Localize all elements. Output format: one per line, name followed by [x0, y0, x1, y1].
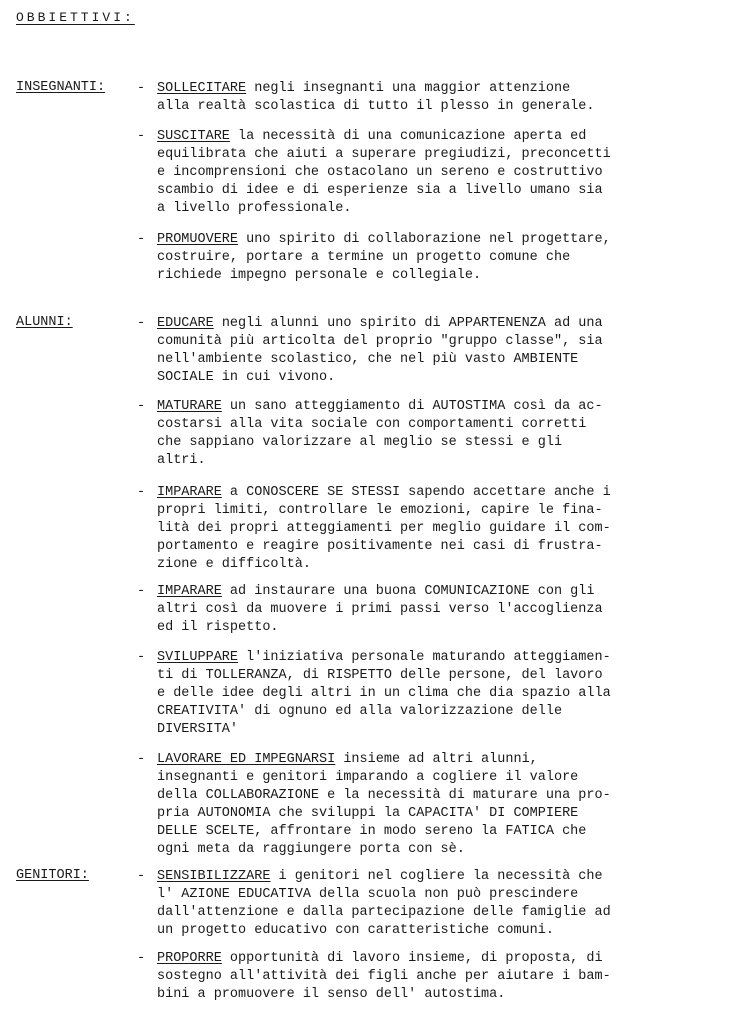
bullet-dash: -	[137, 650, 146, 665]
bullet-dash: -	[137, 752, 146, 767]
objective-text	[157, 751, 733, 859]
objective-verb: SVILUPPARE	[157, 650, 239, 665]
objective-text	[157, 398, 733, 470]
bullet-dash: -	[137, 129, 146, 144]
objective-text	[157, 868, 733, 940]
objective-item	[137, 649, 737, 739]
section-label-insegnanti: INSEGNANTI:	[16, 80, 106, 95]
objective-verb: EDUCARE	[157, 316, 214, 331]
objective-text	[157, 80, 733, 116]
objective-verb: IMPARARE	[157, 584, 222, 599]
bullet-dash: -	[137, 869, 146, 884]
objective-verb: SOLLECITARE	[157, 81, 247, 96]
objective-verb: SUSCITARE	[157, 129, 230, 144]
bullet-dash: -	[137, 81, 146, 96]
objective-verb: SENSIBILIZZARE	[157, 869, 271, 884]
objective-body: i genitori nel cogliere la necessità che l' AZIONE EDUCATIVA della scuola non può prescindere dall'attenzione e dalla partecipazione delle famiglie ad un progetto educativo con caratteristiche comuni.	[157, 869, 611, 938]
objective-item	[137, 751, 737, 859]
objective-body: uno spirito di collaborazione nel progettare, costruire, portare a termine un progetto comune che richiede impegno personale e collegiale.	[157, 232, 611, 283]
objective-text	[157, 583, 733, 637]
objective-verb: MATURARE	[157, 399, 222, 414]
page-title: OBBIETTIVI:	[16, 10, 135, 25]
objective-body: negli insegnanti una maggior attenzione alla realtà scolastica di tutto il plesso in generale.	[157, 81, 595, 114]
objective-text	[157, 315, 733, 387]
objective-item	[137, 868, 737, 940]
objective-body: a CONOSCERE SE STESSI sapendo accettare anche i propri limiti, controllare le emozioni, capire le fina- lità dei propri atteggiamenti per meglio guidare il com- portamento e reagire positivamente nei casi di frustra- zione e difficoltà.	[157, 485, 611, 572]
bullet-dash: -	[137, 232, 146, 247]
objective-body: insieme ad altri alunni, insegnanti e genitori imparando a cogliere il valore della COLLABORAZIONE e la necessità di maturare una pro- pria AUTONOMIA che sviluppi la CAPACITA' DI COMPIERE DELLE SCELTE, affrontare in modo sereno la FATICA che ogni meta da raggiungere porta con sè.	[157, 752, 611, 857]
bullet-dash: -	[137, 399, 146, 414]
objective-item	[137, 484, 737, 574]
section-label-genitori: GENITORI:	[16, 868, 89, 883]
objective-text	[157, 128, 733, 218]
objective-body: negli alunni uno spirito di APPARTENENZA ad una comunità più articolta del proprio "gruppo classe", sia nell'ambiente scolastico, che nel più vasto AMBIENTE SOCIALE in cui vivono.	[157, 316, 603, 385]
objective-verb: PROPORRE	[157, 951, 222, 966]
objective-item	[137, 315, 737, 387]
objective-item	[137, 128, 737, 218]
objective-item	[137, 398, 737, 470]
section-label-alunni: ALUNNI:	[16, 315, 73, 330]
objective-item	[137, 80, 737, 116]
bullet-dash: -	[137, 485, 146, 500]
objective-item	[137, 583, 737, 637]
objective-body: opportunità di lavoro insieme, di proposta, di sostegno all'attività dei figli anche per aiutare i bam- bini a promuovere il senso dell' autostima.	[157, 951, 611, 1002]
objective-item	[137, 231, 737, 285]
objective-text	[157, 484, 733, 574]
objective-item	[137, 950, 737, 1004]
objective-body: l'iniziativa personale maturando atteggiamen- ti di TOLLERANZA, di RISPETTO delle persone, del lavoro e delle idee degli altri in un clima che dia spazio alla CREATIVITA' di ognuno ed alla valorizzazione delle DIVERSITA'	[157, 650, 611, 737]
objective-verb: PROMUOVERE	[157, 232, 239, 247]
objective-verb: IMPARARE	[157, 485, 222, 500]
bullet-dash: -	[137, 584, 146, 599]
objective-text	[157, 950, 733, 1004]
objective-body: un sano atteggiamento di AUTOSTIMA così da ac- costarsi alla vita sociale con comportamenti corretti che sappiano valorizzare al meglio se stessi e gli altri.	[157, 399, 603, 468]
objective-text	[157, 649, 733, 739]
objective-verb: LAVORARE ED IMPEGNARSI	[157, 752, 336, 767]
bullet-dash: -	[137, 316, 146, 331]
bullet-dash: -	[137, 951, 146, 966]
objective-body: la necessità di una comunicazione aperta ed equilibrata che aiuti a superare pregiudizi, preconcetti e incomprensioni che ostacolano un sereno e costruttivo scambio di idee e di esperienze sia a livello umano sia a livello professionale.	[157, 129, 611, 216]
objective-body: ad instaurare una buona COMUNICAZIONE con gli altri così da muovere i primi passi verso l'accoglienza ed il rispetto.	[157, 584, 603, 635]
objective-text	[157, 231, 733, 285]
